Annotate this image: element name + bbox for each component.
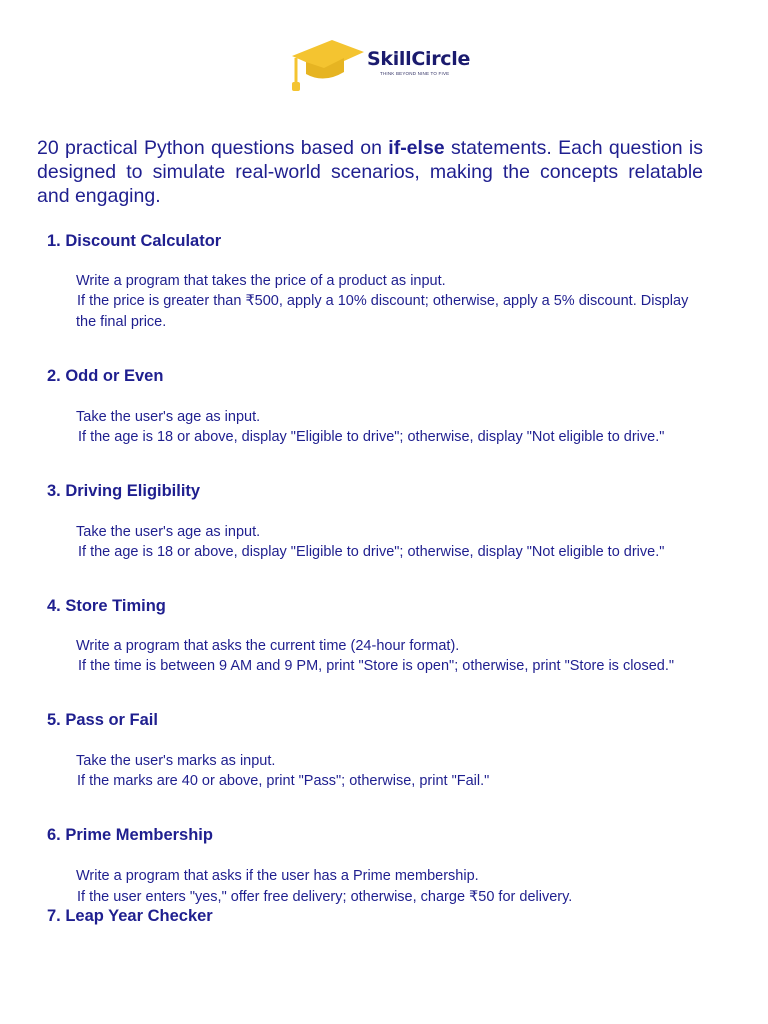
question-title: 1. Discount Calculator xyxy=(47,232,222,250)
question-line: the final price. xyxy=(76,314,167,330)
question-title: 3. Driving Eligibility xyxy=(47,482,201,500)
question-title: 5. Pass or Fail xyxy=(47,711,158,729)
question-line: Write a program that takes the price of a product as input. xyxy=(76,273,446,289)
question-line: Take the user's age as input. xyxy=(76,524,261,540)
question-title: 4. Store Timing xyxy=(47,597,166,615)
question-line: If the age is 18 or above, display "Eligible to drive"; otherwise, display "Not eligible to drive." xyxy=(78,429,665,445)
graduation-cap-icon xyxy=(288,38,366,94)
question-line: Write a program that asks the current time (24-hour format). xyxy=(76,638,460,654)
skillcircle-logo xyxy=(288,38,488,94)
question-line: If the marks are 40 or above, print "Pass"; otherwise, print "Fail." xyxy=(77,773,490,789)
brand-name: SkillCircle xyxy=(367,48,471,70)
question-line: If the time is between 9 AM and 9 PM, print "Store is open"; otherwise, print "Store is closed." xyxy=(78,658,675,674)
question-line: Take the user's marks as input. xyxy=(76,753,276,769)
question-line: If the price is greater than ₹500, apply a 10% discount; otherwise, apply a 5% discount. Display xyxy=(77,293,689,309)
question-line: Take the user's age as input. xyxy=(76,409,261,425)
intro-paragraph xyxy=(37,136,703,208)
question-line: If the age is 18 or above, display "Eligible to drive"; otherwise, display "Not eligible to drive." xyxy=(78,544,665,560)
intro-text-before: 20 practical Python questions based on xyxy=(37,137,389,159)
question-line: If the user enters "yes," offer free delivery; otherwise, charge ₹50 for delivery. xyxy=(77,889,573,905)
question-title: 7. Leap Year Checker xyxy=(47,907,213,925)
question-title: 2. Odd or Even xyxy=(47,367,164,385)
question-line: Write a program that asks if the user has a Prime membership. xyxy=(76,868,479,884)
brand-tagline: THINK BEYOND NINE TO FIVE xyxy=(380,71,450,76)
intro-text-after: statements. Each question is designed to simulate real-world scenarios, making the concepts relatable and engaging. xyxy=(37,137,704,207)
intro-bold-keyword: if-else xyxy=(388,137,445,159)
question-title: 6. Prime Membership xyxy=(47,826,213,844)
